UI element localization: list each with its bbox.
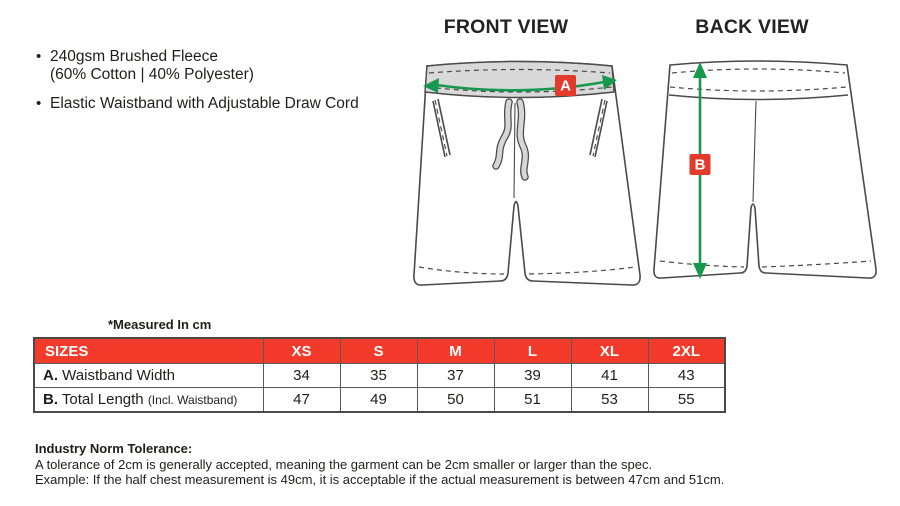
table-row-waistband-width	[34, 364, 725, 388]
tolerance-line-1: A tolerance of 2cm is generally accepted, meaning the garment can be 2cm smaller or larger than the spec.	[35, 456, 653, 472]
feature-line-1: 240gsm Brushed Fleece	[50, 48, 219, 65]
table-row-total-length	[34, 388, 725, 413]
front-view-title: FRONT VIEW	[443, 16, 569, 38]
shorts-back-outline	[654, 61, 876, 278]
value-cell: 35	[340, 364, 417, 388]
tolerance-line-2: Example: If the half chest measurement is 49cm, it is acceptable if the actual measurement is between 47cm and 51cm.	[35, 472, 725, 487]
row-label-text: Waistband Width	[62, 367, 175, 384]
front-view-drawing	[412, 56, 644, 298]
measure-label-a-text: A	[560, 77, 571, 95]
row-label-small-text: (Incl. Waistband)	[147, 393, 238, 407]
size-header-l: L	[494, 338, 571, 364]
value-cell: 39	[494, 364, 571, 388]
row-prefix: A.	[43, 367, 58, 384]
measure-label-b	[690, 154, 711, 175]
feature-text	[50, 48, 254, 84]
feature-item-fabric	[36, 48, 436, 84]
right-pocket	[590, 99, 607, 157]
back-waistband-edge	[669, 95, 848, 100]
feature-line-2: (60% Cotton | 40% Polyester)	[50, 66, 254, 83]
back-view-drawing	[652, 56, 880, 292]
front-right-hem-stitch	[529, 267, 635, 274]
size-header-xl: XL	[571, 338, 648, 364]
sizes-header-cell: SIZES	[34, 338, 263, 364]
back-waistband-stitch-bottom	[670, 87, 847, 91]
measured-in-cm-note: *Measured In cm	[108, 317, 212, 332]
value-cell: 37	[417, 364, 494, 388]
value-cell: 47	[263, 388, 340, 413]
value-cell: 53	[571, 388, 648, 413]
value-cell: 50	[417, 388, 494, 413]
row-label-total-length	[34, 388, 263, 413]
value-cell: 51	[494, 388, 571, 413]
measure-label-a	[555, 75, 576, 96]
value-cell: 49	[340, 388, 417, 413]
feature-list	[36, 48, 436, 124]
value-cell: 41	[571, 364, 648, 388]
bullet-icon: •	[36, 48, 42, 65]
row-label-text: Total Length	[61, 391, 144, 408]
value-cell: 34	[263, 364, 340, 388]
back-right-hem-stitch	[762, 261, 871, 267]
back-center-seam	[753, 101, 756, 202]
feature-item-waistband	[36, 95, 436, 113]
front-center-seam	[514, 103, 515, 198]
tolerance-note	[35, 441, 724, 488]
row-prefix: B.	[43, 391, 58, 408]
left-pocket	[433, 99, 450, 157]
size-header-s: S	[340, 338, 417, 364]
value-cell: 43	[648, 364, 725, 388]
drawcord	[496, 102, 525, 177]
front-left-hem-stitch	[419, 267, 504, 274]
value-cell: 55	[648, 388, 725, 413]
size-header-m: M	[417, 338, 494, 364]
size-table	[33, 337, 726, 413]
size-header-2xl: 2XL	[648, 338, 725, 364]
measure-label-b-text: B	[694, 156, 706, 174]
back-view-title: BACK VIEW	[695, 16, 809, 38]
feature-text: Elastic Waistband with Adjustable Draw Cord	[50, 95, 359, 112]
size-header-xs: XS	[263, 338, 340, 364]
size-table-header-row	[34, 338, 725, 364]
tolerance-heading: Industry Norm Tolerance:	[35, 441, 193, 456]
row-label-waistband-width	[34, 364, 263, 388]
bullet-icon: •	[36, 95, 42, 112]
